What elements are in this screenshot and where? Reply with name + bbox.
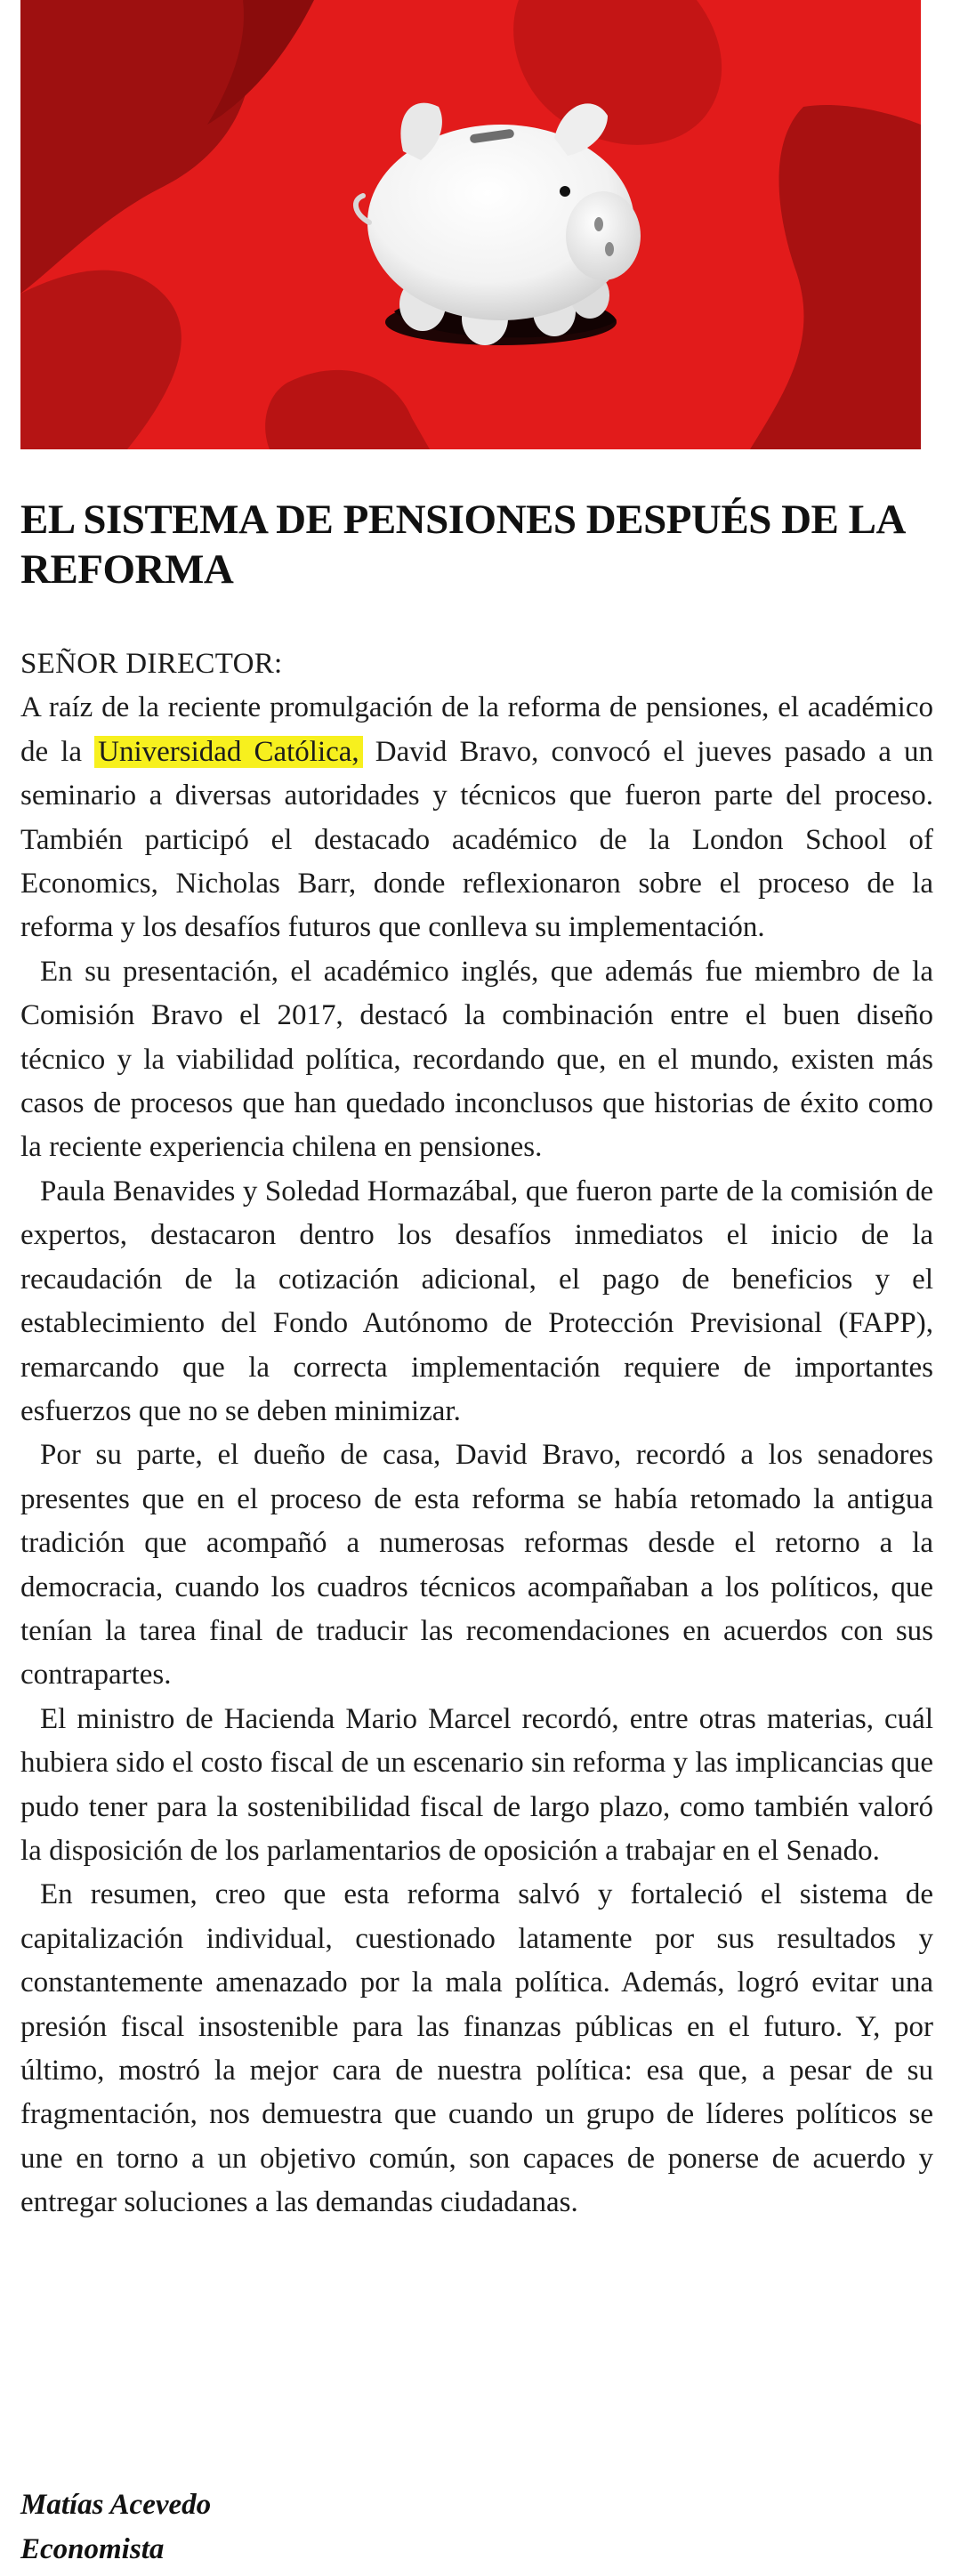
paragraph-1-text-cont: David Bravo, convocó el jueves pasado a un seminario a diversas autoridades y técnicos que fueron parte del proceso. También participó el destacado académico de la London School of Economics, Nicholas Barr, donde reflexionaron sobre el proceso de la reforma y los desafíos futuros que conlleva su implementación. xyxy=(20,735,933,944)
paragraph-6: En resumen, creo que esta reforma salvó y fortaleció el sistema de capitalización individual, cuestionado latamente por sus resultados y constantemente amenazado por la mala política. Además, logró evitar una presión fiscal insostenible para las finanzas públicas en el futuro. Y, por último, mostró la mejor cara de nuestra política: esa que, a pesar de su fragmentación, nos demuestra que cuando un grupo de líderes políticos se une en torno a un objetivo común, son capaces de ponerse de acuerdo y entregar soluciones a las demandas ciudadanas. xyxy=(20,1878,933,2219)
salutation: SEÑOR DIRECTOR: xyxy=(20,648,283,680)
paragraph-5: El ministro de Hacienda Mario Marcel recordó, entre otras materias, cuál hubiera sido el costo fiscal de un escenario sin reforma y las implicancias que pudo tener para la sostenibilidad fiscal de largo plazo, como también valoró la disposición de los parlamentarios de oposición a trabajar en el Senado. xyxy=(20,1702,933,1867)
headline: EL SISTEMA DE PENSIONES DESPUÉS DE LA REFORMA xyxy=(20,497,904,593)
piggy-bank-illustration xyxy=(20,0,921,449)
author-title: Economista xyxy=(20,2533,165,2565)
paragraph-4: Por su parte, el dueño de casa, David Bravo, recordó a los senadores presentes que en el proceso de esta reforma se había retomado la antigua tradición que acompañó a numerosas reformas desde el retorno a la democracia, cuando los cuadros técnicos acompañaban a los políticos, que tenían la tarea final de traducir las recomendaciones en acuerdos con sus contrapartes. xyxy=(20,1439,933,1692)
signature-block xyxy=(20,2483,211,2572)
letter-body xyxy=(20,642,933,2225)
highlighted-university: Universidad Católica, xyxy=(94,736,363,768)
author-name: Matías Acevedo xyxy=(20,2489,212,2521)
hero-image xyxy=(20,0,921,449)
paragraph-1 xyxy=(20,686,933,949)
paragraph-1-text: A raíz de la reciente promulgación de la reforma de pensiones, el académico de la xyxy=(20,691,933,768)
paragraph-2: En su presentación, el académico inglés, que además fue miembro de la Comisión Bravo el 2017, destacó la combinación entre el buen diseño técnico y la viabilidad política, recordando que, en el mundo, existen más casos de procesos que han quedado inconclusos que historias de éxito como la reciente experiencia chilena en pensiones. xyxy=(20,955,933,1164)
paragraph-3: Paula Benavides y Soledad Hormazábal, que fueron parte de la comisión de expertos, destacaron dentro los desafíos inmediatos el inicio de la recaudación de la cotización adicional, el pago de beneficios y el establecimiento del Fondo Autónomo de Protección Previsional (FAPP), remarcando que la correcta implementación requiere de importantes esfuerzos que no se deben minimizar. xyxy=(20,1175,933,1427)
